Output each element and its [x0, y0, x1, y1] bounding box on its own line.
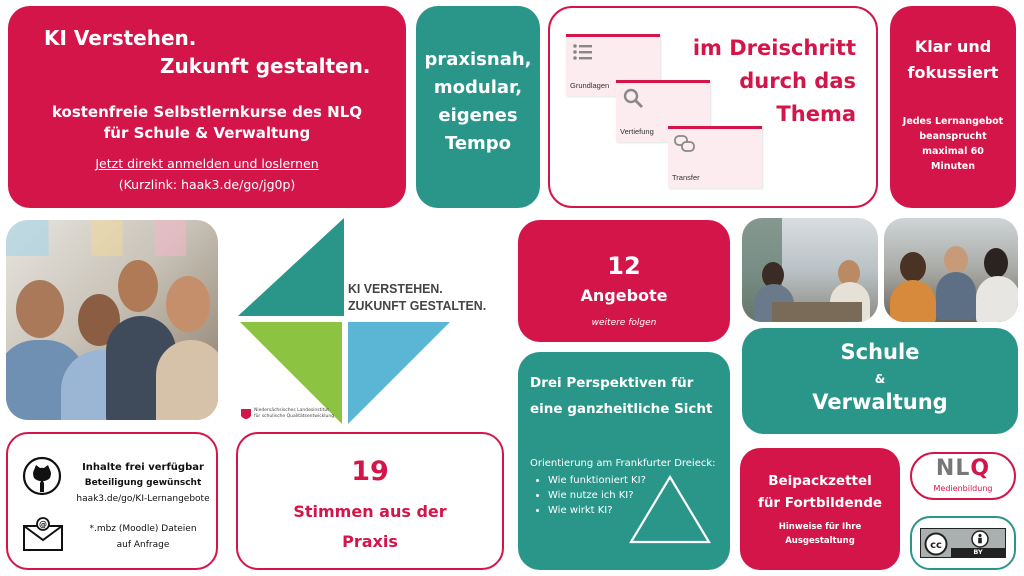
person-figure	[944, 246, 968, 274]
step-label: Grundlagen	[570, 81, 610, 90]
angebote-tile	[518, 220, 730, 342]
beipack-heading	[740, 470, 900, 514]
hero-subtitle-line2: für Schule & Verwaltung	[103, 124, 311, 142]
list-item: • Wie wirkt KI?	[548, 503, 646, 518]
step-card-transfer	[668, 126, 762, 188]
schule-verwaltung-tile	[742, 328, 1018, 434]
svg-text:@: @	[39, 520, 47, 529]
klar-tile	[890, 6, 1016, 208]
inhalte-line4: *.mbz (Moodle) Dateien	[89, 524, 197, 534]
perspektiven-heading: Drei Perspektiven für eine ganzheitliche Sicht	[530, 375, 713, 417]
desk-shape	[772, 302, 862, 322]
person-figure	[936, 272, 976, 320]
dreischritt-heading-line: Thema	[776, 102, 856, 126]
beipack-note-line2: Ausgestaltung	[785, 536, 855, 546]
stimmen-tile	[236, 432, 504, 570]
praxis-word: modular,	[433, 77, 523, 98]
wall-notes	[6, 220, 218, 256]
github-icon[interactable]	[22, 456, 62, 496]
hero-title-line2: Zukunft gestalten.	[160, 54, 371, 78]
inhalte-line1: Inhalte frei verfügbar	[82, 462, 204, 473]
horse-crest-icon	[240, 408, 252, 422]
shortlink-text: (Kurzlink: haak3.de/go/jg0p)	[118, 177, 296, 192]
praxis-words	[416, 46, 540, 158]
dreischritt-heading	[693, 32, 856, 131]
office-photo	[742, 218, 878, 322]
logo-text	[348, 280, 486, 314]
ki-logo	[236, 218, 514, 428]
list-item: • Wie nutze ich KI?	[548, 488, 646, 503]
verwaltung-line: Verwaltung	[812, 390, 948, 414]
cc-icon-text: cc	[930, 540, 942, 551]
magnifier-icon	[622, 88, 644, 108]
klar-text-line: beansprucht	[919, 131, 987, 142]
hero-banner	[8, 6, 406, 208]
institute-line1: Niedersächsisches Landesinstitut	[254, 408, 330, 413]
nlq-medienbildung-logo	[910, 452, 1016, 500]
person-figure	[166, 276, 210, 332]
beipack-heading-line2: für Fortbildende	[757, 495, 883, 511]
triangle-outline-icon	[628, 474, 712, 546]
logo-text-line2: ZUKUNFT GESTALTEN.	[348, 298, 487, 313]
cc-icon	[924, 532, 948, 556]
dreischritt-heading-line: im Dreischritt	[692, 36, 856, 60]
stimmen-line1: Stimmen aus der	[293, 502, 447, 521]
angebote-count: 12	[607, 252, 641, 280]
hero-title-line1: KI Verstehen.	[44, 26, 197, 50]
person-attribution-icon	[971, 530, 989, 548]
nlq-letters-grey: NL	[935, 456, 971, 481]
praxis-word: praxisnah,	[424, 49, 532, 70]
nlq-letter-red: Q	[970, 456, 991, 481]
praxis-word: Tempo	[444, 133, 512, 154]
cc-by-badge	[920, 528, 1006, 558]
praxis-word: eigenes	[438, 105, 518, 126]
institute-name	[254, 408, 334, 420]
beipackzettel-tile	[740, 448, 900, 570]
by-label: BY	[951, 548, 1005, 557]
cc-license-badge	[910, 516, 1016, 570]
person-figure	[976, 276, 1018, 322]
list-item: • Wie funktioniert KI?	[548, 473, 646, 488]
nlq-tagline: Medienbildung	[933, 484, 993, 493]
step-label: Transfer	[672, 173, 700, 182]
logo-triangle-teal	[238, 218, 344, 316]
schule-line: Schule	[840, 340, 920, 364]
logo-triangle-blue	[348, 322, 450, 424]
beipack-note	[740, 520, 900, 548]
person-figure	[984, 248, 1008, 278]
ampersand: &	[874, 372, 886, 386]
nlq-letters	[912, 456, 1014, 481]
klar-text	[896, 114, 1010, 174]
klar-heading	[890, 34, 1016, 86]
person-figure	[118, 260, 158, 312]
person-figure	[890, 280, 936, 322]
stimmen-line2: Praxis	[342, 532, 398, 551]
klar-heading-line1: Klar und	[914, 37, 992, 56]
logo-text-line1: KI VERSTEHEN.	[348, 281, 443, 296]
beipack-heading-line1: Beipackzettel	[768, 473, 872, 489]
person-figure	[156, 340, 218, 420]
hero-subtitle	[8, 102, 406, 144]
meeting-photo	[884, 218, 1018, 322]
praxis-tile	[416, 6, 540, 208]
stimmen-count: 19	[351, 456, 389, 487]
institute-line2: für schulische Qualitätsentwicklung	[254, 414, 335, 419]
inhalte-link[interactable]: haak3.de/go/KI-Lernangebote	[76, 494, 210, 504]
list-icon	[572, 42, 594, 62]
klar-text-line: maximal 60	[922, 146, 984, 157]
dreischritt-heading-line: durch das	[739, 69, 856, 93]
step-label: Vertiefung	[620, 127, 654, 136]
chat-bubbles-icon	[674, 134, 696, 154]
inhalte-line5: auf Anfrage	[116, 540, 170, 550]
perspektiven-tile	[518, 352, 730, 570]
team-photo	[6, 220, 218, 420]
hero-subtitle-line1: kostenfreie Selbstlernkurse des NLQ	[51, 103, 363, 121]
klar-text-line: Jedes Lernangebot	[902, 116, 1004, 127]
klar-text-line: Minuten	[931, 161, 975, 172]
person-figure	[16, 280, 64, 338]
mail-at-icon	[22, 516, 64, 552]
person-figure	[900, 252, 926, 282]
inhalte-line2: Beteiligung gewünscht	[84, 478, 202, 488]
orientation-text: Orientierung am Frankfurter Dreieck:	[530, 458, 716, 469]
angebote-label: Angebote	[580, 286, 668, 305]
beipack-note-line1: Hinweise für Ihre	[778, 522, 862, 532]
triangle-logo-mark	[236, 218, 514, 428]
angebote-note: weitere folgen	[591, 318, 657, 328]
klar-heading-line2: fokussiert	[907, 63, 999, 82]
signup-link[interactable]: Jetzt direkt anmelden und loslernen	[95, 156, 319, 171]
inhalte-tile	[6, 432, 218, 570]
dreischritt-tile	[548, 6, 878, 208]
